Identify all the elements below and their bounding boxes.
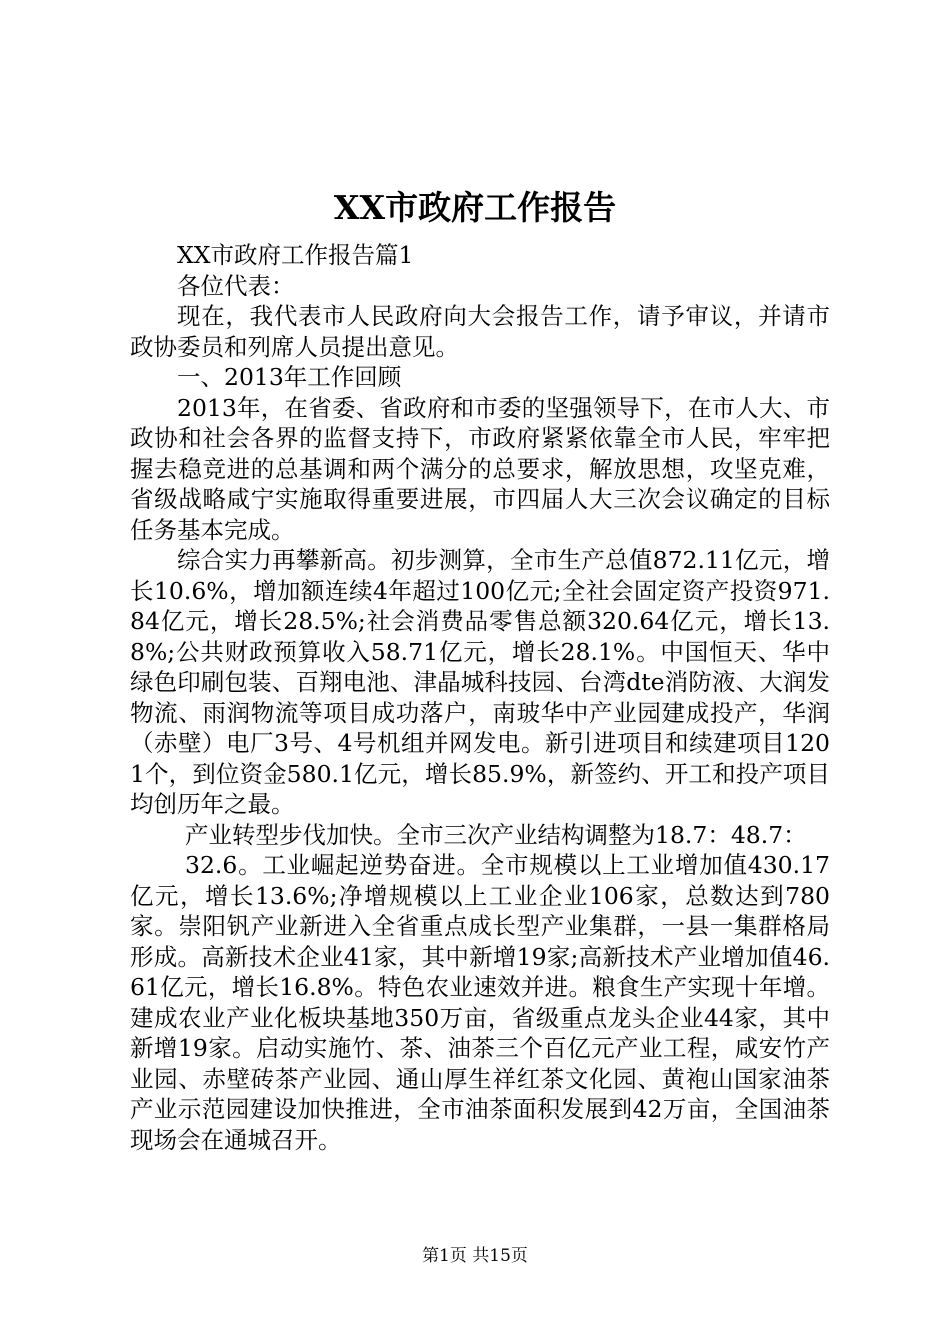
section-heading: 一、2013年工作回顾 [177,363,402,391]
document-body [130,240,830,1155]
report-subtitle: XX市政府工作报告篇1 [177,241,414,269]
document-title: XX市政府工作报告 [333,188,617,227]
industry-paragraph: 产业转型步伐加快。全市三次产业结构调整为18.7：48.7： [185,820,807,849]
opening-paragraph: 现在，我代表市人民政府向大会报告工作，请予审议，并请市政协委员和列席人员提出意见。 [130,302,830,361]
industry-detail-paragraph: 32.6。工业崛起逆势奋进。全市规模以上工业增加值430.17亿元，增长13.6%;净增规模以上工业企业106家，总数达到780家。崇阳钒产业新进入全省重点成长型产业集群，一县一集群格局形成。高新技术企业41家，其中新增19家;高新技术产业增加值46.61亿元，增长16.8%。特色农业速效并进。粮食生产实现十年增。建成农业产业化板块基地350万亩，省级重点龙头企业44家，其中新增19家。启动实施竹、茶、油茶三个百亿元产业工程，咸安竹产业园、赤壁砖茶产业园、通山厚生祥红茶文化园、黄袍山国家油茶产业示范园建设加快推进，全市油茶面积发展到42万亩，全国油茶现场会在通城召开。 [130,851,830,1154]
economy-paragraph: 综合实力再攀新高。初步测算，全市生产总值872.11亿元，增长10.6%，增加额连续4年超过100亿元;全社会固定资产投资971.84亿元，增长28.5%;社会消费品零售总额320.64亿元，增长13.8%;公共财政预算收入58.71亿元，增长28.1%。中国恒天、华中绿色印刷包装、百翔电池、津晶城科技园、台湾dte消防液、大润发物流、雨润物流等项目成功落户，南玻华中产业园建成投产，华润（赤壁）电厂3号、4号机组并网发电。新引进项目和续建项目1201个，到位资金580.1亿元，增长85.9%，新签约、开工和投产项目均创历年之最。 [130,546,830,818]
review-paragraph: 2013年，在省委、省政府和市委的坚强领导下，在市人大、市政协和社会各界的监督支持下，市政府紧紧依靠全市人民，牢牢把握去稳竞进的总基调和两个满分的总要求，解放思想，攻坚克难，省级战略咸宁实施取得重要进展，市四届人大三次会议确定的目标任务基本完成。 [130,393,830,544]
page-footer: 第1页 共15页 [422,1246,528,1266]
salutation: 各位代表： [177,271,295,300]
